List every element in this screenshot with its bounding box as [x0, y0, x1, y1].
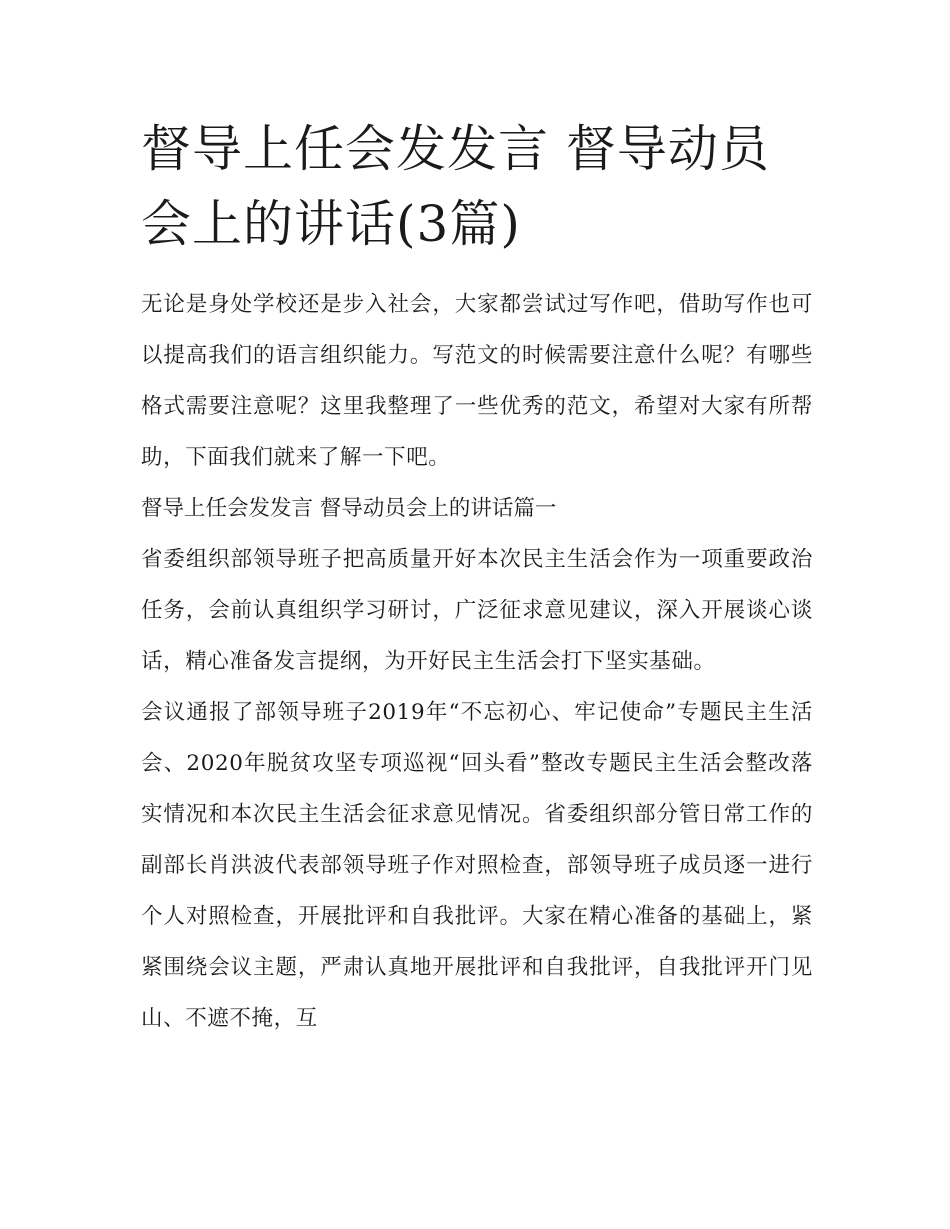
section-heading: 督导上任会发发言 督导动员会上的讲话篇一: [141, 496, 557, 521]
document-title: 督导上任会发发言 督导动员会上的讲话(3篇): [141, 120, 770, 253]
body-paragraph-1: 省委组织部领导班子把高质量开好本次民主生活会作为一项重要政治任务，会前认真组织学习研讨，广泛征求意见建议，深入开展谈心谈话，精心准备发言提纲，为开好民主生活会打下坚实基础。: [141, 547, 813, 674]
document-page: [141, 112, 813, 1044]
body-paragraph-2: 会议通报了部领导班子2019年“不忘初心、牢记使命”专题民主生活会、2020年脱贫攻坚专项巡视“回头看”整改专题民主生活会整改落实情况和本次民主生活会征求意见情况。省委组织部分管日常工作的副部长肖洪波代表部领导班子作对照检查，部领导班子成员逐一进行个人对照检查，开展批评和自我批评。大家在精心准备的基础上，紧紧围绕会议主题，严肃认真地开展批评和自我批评，自我批评开门见山、不遮不掩，互: [141, 700, 813, 1031]
document-body: [141, 279, 813, 1044]
intro-paragraph: 无论是身处学校还是步入社会，大家都尝试过写作吧，借助写作也可以提高我们的语言组织能力。写范文的时候需要注意什么呢？有哪些格式需要注意呢？这里我整理了一些优秀的范文，希望对大家有所帮助，下面我们就来了解一下吧。: [141, 292, 813, 470]
